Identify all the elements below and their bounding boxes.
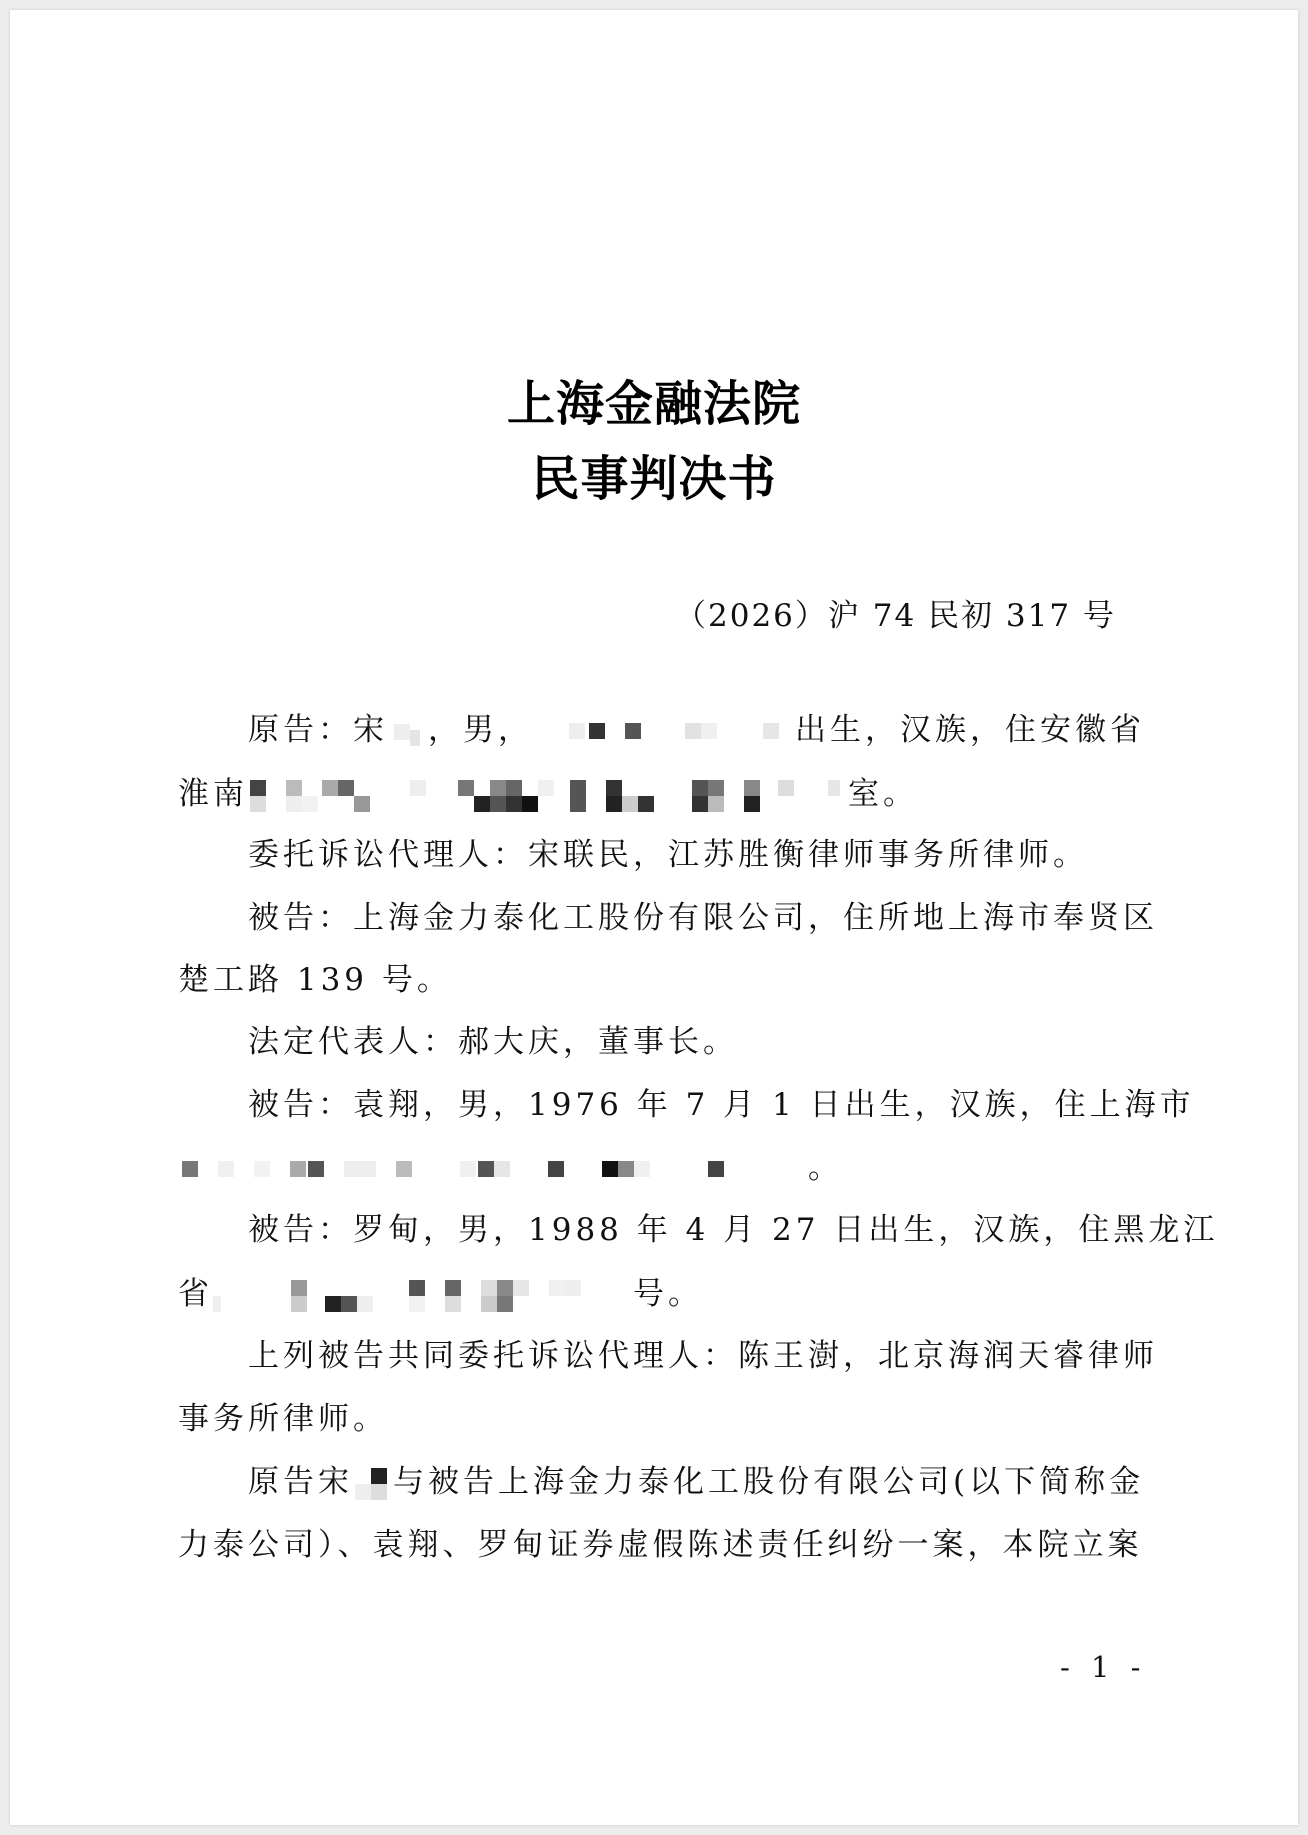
redaction-block (213, 1276, 633, 1316)
address-number-suffix: 号。 (633, 1276, 703, 1312)
redaction-block (533, 717, 795, 747)
defendant-1-line-2: 楚工路 139 号。 (178, 962, 452, 998)
case-intro-defendant: 与被告上海金力泰化工股份有限公司(以下简称金 (393, 1464, 1145, 1500)
court-name: 上海金融法院 (506, 376, 801, 432)
legal-rep-line: 法定代表人：郝大庆，董事长。 (248, 1024, 738, 1060)
redaction-block (248, 776, 848, 816)
defendant-3-line-2 (178, 1274, 1138, 1316)
case-intro-plaintiff: 原告宋 (248, 1464, 353, 1500)
defendant-1-line-1: 被告：上海金力泰化工股份有限公司，住所地上海市奉贤区 (248, 900, 1158, 936)
plaintiff-line-2 (178, 774, 1138, 816)
defendants-agent-line-2: 事务所律师。 (178, 1401, 388, 1437)
defendant-2-line-2 (178, 1148, 1138, 1188)
defendant-3-line-1: 被告：罗甸，男，1988 年 4 月 27 日出生，汉族，住黑龙江 (248, 1212, 1219, 1248)
defendants-agent-line-1: 上列被告共同委托诉讼代理人：陈王澍，北京海润天睿律师 (248, 1338, 1158, 1374)
plaintiff-line-1 (178, 710, 1145, 750)
document-page (10, 10, 1298, 1825)
case-number: （2026）沪 74 民初 317 号 (675, 598, 1116, 634)
address-prefix: 淮南 (178, 776, 248, 812)
province-suffix: 省 (178, 1276, 213, 1312)
address-end: 。 (808, 1150, 843, 1186)
redaction-block (178, 1155, 808, 1185)
redaction-block (353, 1464, 393, 1504)
document-type: 民事判决书 (531, 451, 777, 507)
case-intro-line-2: 力泰公司）、袁翔、罗甸证券虚假陈述责任纠纷一案，本院立案 (178, 1527, 1143, 1563)
page-number: - 1 - (1060, 1650, 1147, 1684)
defendant-2-line-1: 被告：袁翔，男，1976 年 7 月 1 日出生，汉族，住上海市 (248, 1087, 1195, 1123)
plaintiff-birth-residence: 出生，汉族，住安徽省 (795, 712, 1145, 748)
case-intro-line-1 (178, 1462, 1145, 1504)
address-suffix: 室。 (848, 776, 918, 812)
plaintiff-agent-line: 委托诉讼代理人：宋联民，江苏胜衡律师事务所律师。 (248, 837, 1088, 873)
plaintiff-label: 原告：宋 (248, 712, 388, 748)
redaction-block (388, 718, 428, 746)
plaintiff-gender: ，男， (428, 712, 533, 748)
